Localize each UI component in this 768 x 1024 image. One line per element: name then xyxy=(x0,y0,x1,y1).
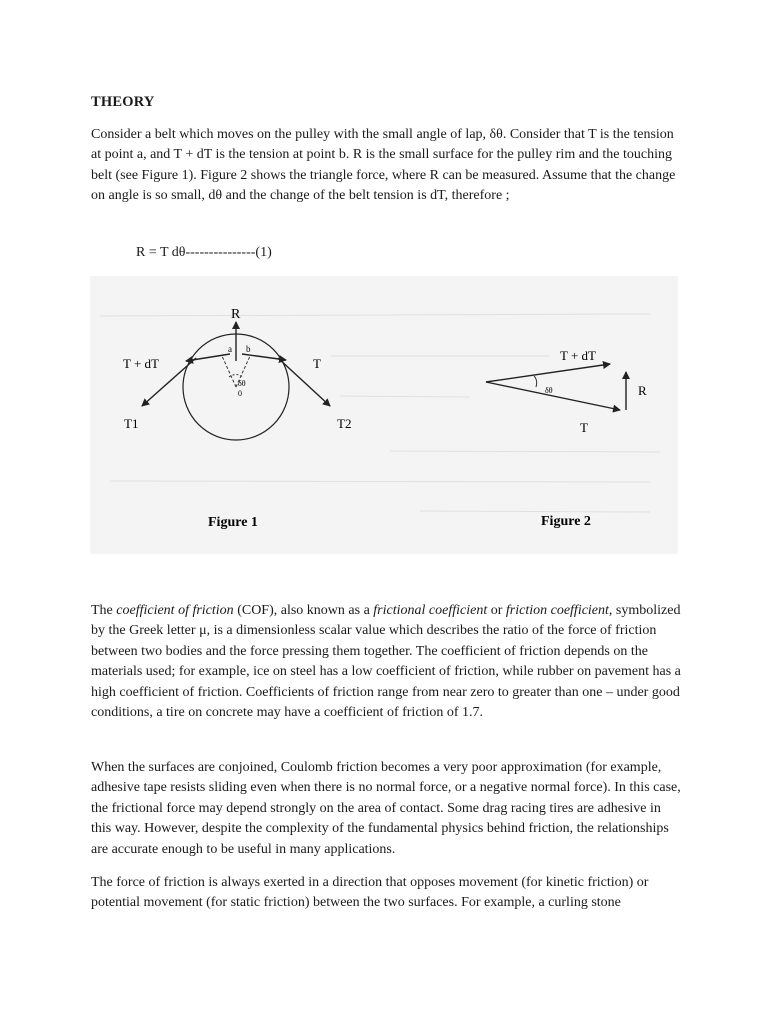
label-b: b xyxy=(246,344,251,354)
label-a: a xyxy=(228,344,232,354)
fig2-label-t-plus-dt: T + dT xyxy=(560,348,596,363)
fig2-label-delta-theta: δθ xyxy=(545,386,553,395)
figure-1-caption: Figure 1 xyxy=(208,515,258,530)
cof-text-1: The xyxy=(91,603,117,618)
cof-paragraph xyxy=(91,601,681,723)
figure-1 xyxy=(123,307,351,530)
label-t1: T1 xyxy=(124,416,139,431)
label-t-plus-dt: T + dT xyxy=(123,356,159,371)
fig2-angle-arc xyxy=(534,376,537,387)
cof-text-3: or xyxy=(487,603,506,618)
radius-a xyxy=(222,356,236,387)
fig2-t-plus-dt-arrow xyxy=(486,364,610,382)
fig2-label-t: T xyxy=(580,420,588,435)
figures-scan xyxy=(90,276,678,554)
label-r: R xyxy=(231,307,241,322)
t2-arrow xyxy=(278,358,330,406)
figures-svg xyxy=(90,276,678,554)
scan-artifacts xyxy=(100,314,660,512)
theory-paragraph: Consider a belt which moves on the pulley with the small angle of lap, δθ. Consider that T is the tension at point a, and T + dT is the tension at point b. R is the small surface for the pulley rim and the touching belt (see Figure 1). Figure 2 shows the triangle force, where R can be measured. Assume that the change on angle is so small, dθ and the change of the belt tension is dT, therefore ; xyxy=(91,127,676,204)
cof-text-2: (COF), also known as a xyxy=(233,603,374,618)
figure-2 xyxy=(486,348,647,529)
fig2-label-r: R xyxy=(638,383,647,398)
frictional-coefficient-term: frictional coefficient xyxy=(373,603,488,618)
label-zero: 0 xyxy=(238,389,242,398)
cof-term: coefficient of friction xyxy=(116,603,234,618)
label-t: T xyxy=(313,356,321,371)
label-t2: T2 xyxy=(337,416,352,431)
friction-coefficient-term: friction coefficient xyxy=(505,603,609,618)
fig2-t-arrow xyxy=(486,382,620,410)
cof-text-4: , symbolized by the Greek letter μ, is a dimensionless scalar value which describes the ratio of the force of friction between two bodies and the force pressing them together. The coefficient of friction depends on the materials used; for example, ice on steel has a low coefficient of friction, while rubber on pavement has a high coefficient of friction. Coefficients of friction range from near zero to greater than one – under good conditions, a tire on concrete may have a coefficient of friction of 1.7. xyxy=(91,603,681,721)
section-heading: THEORY xyxy=(91,94,155,110)
equation-1: R = T dθ---------------(1) xyxy=(136,245,272,260)
direction-paragraph: The force of friction is always exerted in a direction that opposes movement (for kinetic friction) or potential movement (for static friction) between the two surfaces. For example, a curling stone xyxy=(91,875,649,911)
coulomb-paragraph: When the surfaces are conjoined, Coulomb friction becomes a very poor approximation (for example, adhesive tape resists sliding even when there is no normal force, or a negative normal force). In this case, the frictional force may depend strongly on the area of contact. Some drag racing tires are adhesive in this way. However, despite the complexity of the fundamental physics behind friction, the relationships are accurate enough to be useful in many applications. xyxy=(91,760,681,857)
figure-2-caption: Figure 2 xyxy=(541,514,591,529)
label-delta-theta: δθ xyxy=(238,379,246,388)
